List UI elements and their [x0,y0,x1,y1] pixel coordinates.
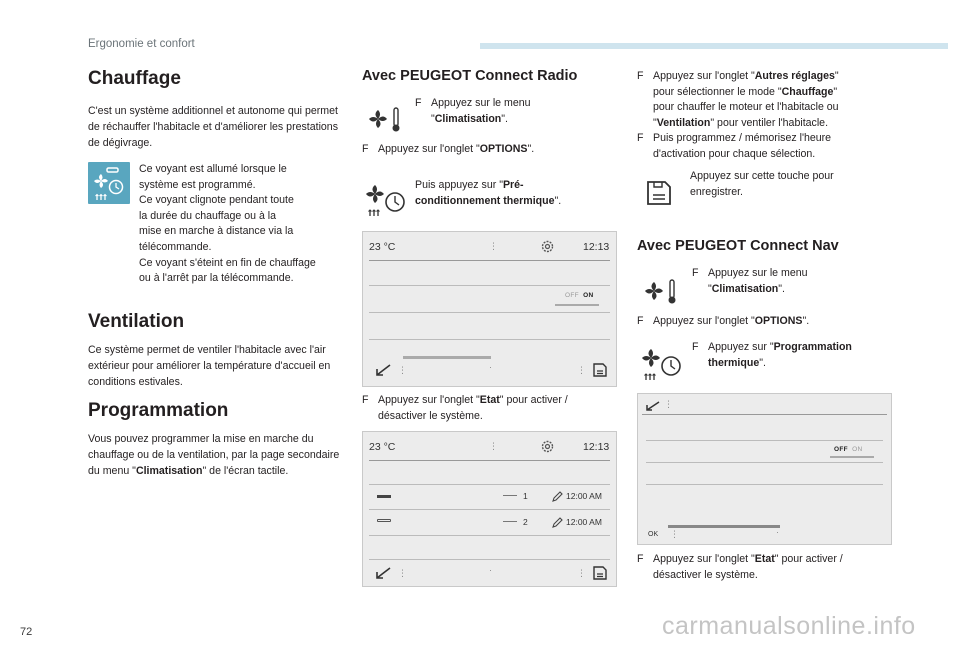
indicator-line: système est programmé. [139,178,256,191]
heating-mode-icon [377,495,391,498]
row-dash [503,521,517,522]
bullet-marker: F [692,267,699,279]
step-radio-options [362,142,602,158]
step-other-settings [637,69,897,131]
indicator-line: ou à l'arrêt par la télécommande. [139,272,294,285]
step-text: ". [554,194,562,207]
step-text: Appuyez sur l'onglet " [653,553,755,565]
ventilation-text: Ce système permet de ventiler l'habitacle avec l'air extérieur pour améliorer la température d'accueil en conditions estivales. [88,344,331,388]
screen-divider [369,535,610,536]
back-arrow-icon[interactable] [373,566,393,585]
screen-separator: ⋮ [398,568,407,578]
step-save [690,169,890,200]
program-time: 12:00 AM [566,517,602,527]
indicator-line: Ce voyant s'éteint en fin de chauffage [139,256,316,269]
heading-chauffage: Chauffage [88,68,181,89]
screen-temperature: 23 °C [369,441,396,453]
toggle-off-label: OFF [565,292,579,299]
bullet-marker: F [692,341,699,353]
step-text-bold: Autres réglages [754,70,835,82]
bullet-marker: F [637,132,644,144]
step-text: enregistrer. [690,185,743,198]
step-text: " [708,282,712,295]
programming-text-bold: Climatisation [135,465,203,477]
screen-temperature: 23 °C [369,241,396,253]
screen-divider [369,285,610,286]
step-radio-preconditioning [415,178,605,209]
step-text-bold: thermique [708,356,760,369]
save-icon[interactable] [592,362,608,383]
toggle-on-label: ON [852,446,863,453]
program-time: 12:00 AM [566,491,602,501]
step-text: d'activation pour chaque sélection. [653,147,816,160]
heating-intro: C'est un système additionnel et autonome qui permet de réchauffer l'habitacle et d'améliorer les prestations de dégivrage. [88,105,338,149]
screen-separator: ⋮ [489,241,498,251]
step-text: Appuyez sur le menu [431,97,531,109]
save-icon[interactable] [592,565,608,586]
screen-divider [646,484,883,485]
screen-tab-indicator [668,525,780,528]
step-text: Appuyez sur l'onglet " [378,394,480,406]
indicator-line: Ce voyant est allumé lorsque le [139,163,287,175]
step-nav-options [637,314,887,330]
heating-indicator-icon [88,162,130,204]
step-text: ". [759,356,766,369]
step-text: Puis programmez / mémorisez l'heure [653,132,832,144]
step-text: ". [501,112,509,125]
bullet-marker: F [637,553,644,565]
screen-separator: ⋮ [489,441,498,451]
fan-clock-icon [640,346,684,387]
step-text: " [833,85,838,98]
programming-text-part: Vous pouvez programmer la mise en marche du chauffage ou de la ventilation, par la page secondaire du menu " [88,433,340,477]
step-text: Appuyez sur cette touche pour [690,170,834,182]
bullet-marker: F [362,143,369,155]
step-text: " pour ventiler l'habitacle. [710,116,829,129]
step-text-bold: Climatisation [711,282,779,295]
step-text: ". [778,282,786,295]
edit-icon[interactable] [551,490,563,508]
screen-clock: 12:13 [583,441,610,453]
radio-screen-programming [362,431,617,587]
state-toggle[interactable] [565,292,593,299]
toggle-on-label: ON [583,292,594,299]
screen-divider [369,260,610,261]
step-program-time [637,131,897,162]
step-text-bold: OPTIONS [479,143,528,155]
step-text: " [834,70,839,82]
step-text-bold: conditionnement thermique [415,194,555,207]
header-section-title: Ergonomie et confort [88,38,195,50]
heading-connect-nav: Avec PEUGEOT Connect Nav [637,238,839,254]
programming-text-part: " de l'écran tactile. [202,465,289,477]
bullet-marker: F [415,97,422,109]
step-text: ". [527,143,535,155]
program-number: 2 [523,517,528,527]
screen-clock: 12:13 [583,241,610,253]
fan-thermometer-icon [642,276,682,311]
step-text-bold: Etat [479,394,500,406]
step-text: Appuyez sur l'onglet " [653,70,755,82]
step-text-bold: OPTIONS [754,315,803,327]
screen-separator: ⋮ [664,399,673,409]
screen-separator: ⋮ [398,365,407,375]
screen-divider [369,484,610,485]
screen-divider [369,460,610,461]
screen-separator: · [489,362,492,372]
ventilation-mode-icon [377,519,391,522]
step-text: " [431,112,435,125]
programming-text [88,431,350,479]
screen-divider [369,339,610,340]
toggle-off-label: OFF [834,446,848,453]
step-text: Puis appuyez sur " [415,179,503,191]
step-text-bold: Chauffage [781,85,834,98]
screen-divider [369,559,610,560]
program-number: 1 [523,491,528,501]
bullet-marker: F [362,394,369,406]
step-text: " pour activer / [499,394,568,406]
page-number: 72 [20,626,33,638]
indicator-description [139,162,349,287]
indicator-line: mise en marche à distance via la [139,225,294,238]
indicator-line: télécommande. [139,240,212,253]
watermark: carmanualsonline.info [662,612,916,640]
toggle-underline [830,456,874,458]
step-radio-menu [415,96,595,127]
radio-screen-options [362,231,617,387]
screen-divider [646,462,883,463]
step-text-bold: Pré- [502,179,524,191]
screen-separator: ⋮ [577,568,586,578]
step-text: Appuyez sur l'onglet " [653,315,755,327]
state-toggle[interactable] [834,446,862,453]
indicator-line: Ce voyant clignote pendant toute [139,194,294,207]
screen-separator: ⋮ [577,365,586,375]
edit-icon[interactable] [551,516,563,534]
step-nav-menu [692,266,892,297]
step-text-bold: Programmation [773,341,852,353]
bullet-marker: F [637,315,644,327]
row-dash [503,495,517,496]
step-text: pour sélectionner le mode " [653,85,782,98]
heading-connect-radio: Avec PEUGEOT Connect Radio [362,68,578,84]
save-icon [644,178,674,213]
screen-tab-indicator [403,356,491,359]
step-text: désactiver le système. [653,568,758,581]
step-text: Appuyez sur le menu [708,267,808,279]
step-text-bold: Etat [754,553,775,565]
step-text: pour chauffer le moteur et l'habitacle ou [653,101,839,113]
toggle-underline [555,304,599,306]
heading-ventilation: Ventilation [88,311,185,332]
heading-programmation: Programmation [88,400,229,421]
fan-thermometer-icon [366,104,406,139]
step-text: ". [802,315,810,327]
screen-separator: · [776,527,779,537]
step-nav-state [637,552,897,583]
screen-separator: · [489,565,492,575]
back-arrow-icon[interactable] [373,363,393,382]
step-text-bold: Ventilation [656,116,711,129]
screen-divider [369,509,610,510]
screen-divider [642,414,887,415]
screen-separator: ⋮ [670,529,679,539]
screen-divider [369,312,610,313]
fan-clock-icon [364,182,408,223]
step-text: " [653,116,657,129]
screen-divider [646,440,883,441]
settings-icon[interactable] [540,439,555,459]
indicator-line: la durée du chauffage ou à la [139,209,277,222]
step-nav-programming [692,340,892,371]
step-text: " pour activer / [774,553,843,565]
settings-icon[interactable] [540,239,555,259]
bullet-marker: F [637,70,644,82]
step-text-bold: Climatisation [434,112,502,125]
step-text: Appuyez sur l'onglet " [378,143,480,155]
step-radio-state [362,393,612,424]
nav-screen-options [637,393,892,545]
step-text: Appuyez sur " [708,341,774,353]
step-text: désactiver le système. [378,409,483,422]
ok-button[interactable]: OK [648,531,659,538]
header-bar [480,43,948,49]
